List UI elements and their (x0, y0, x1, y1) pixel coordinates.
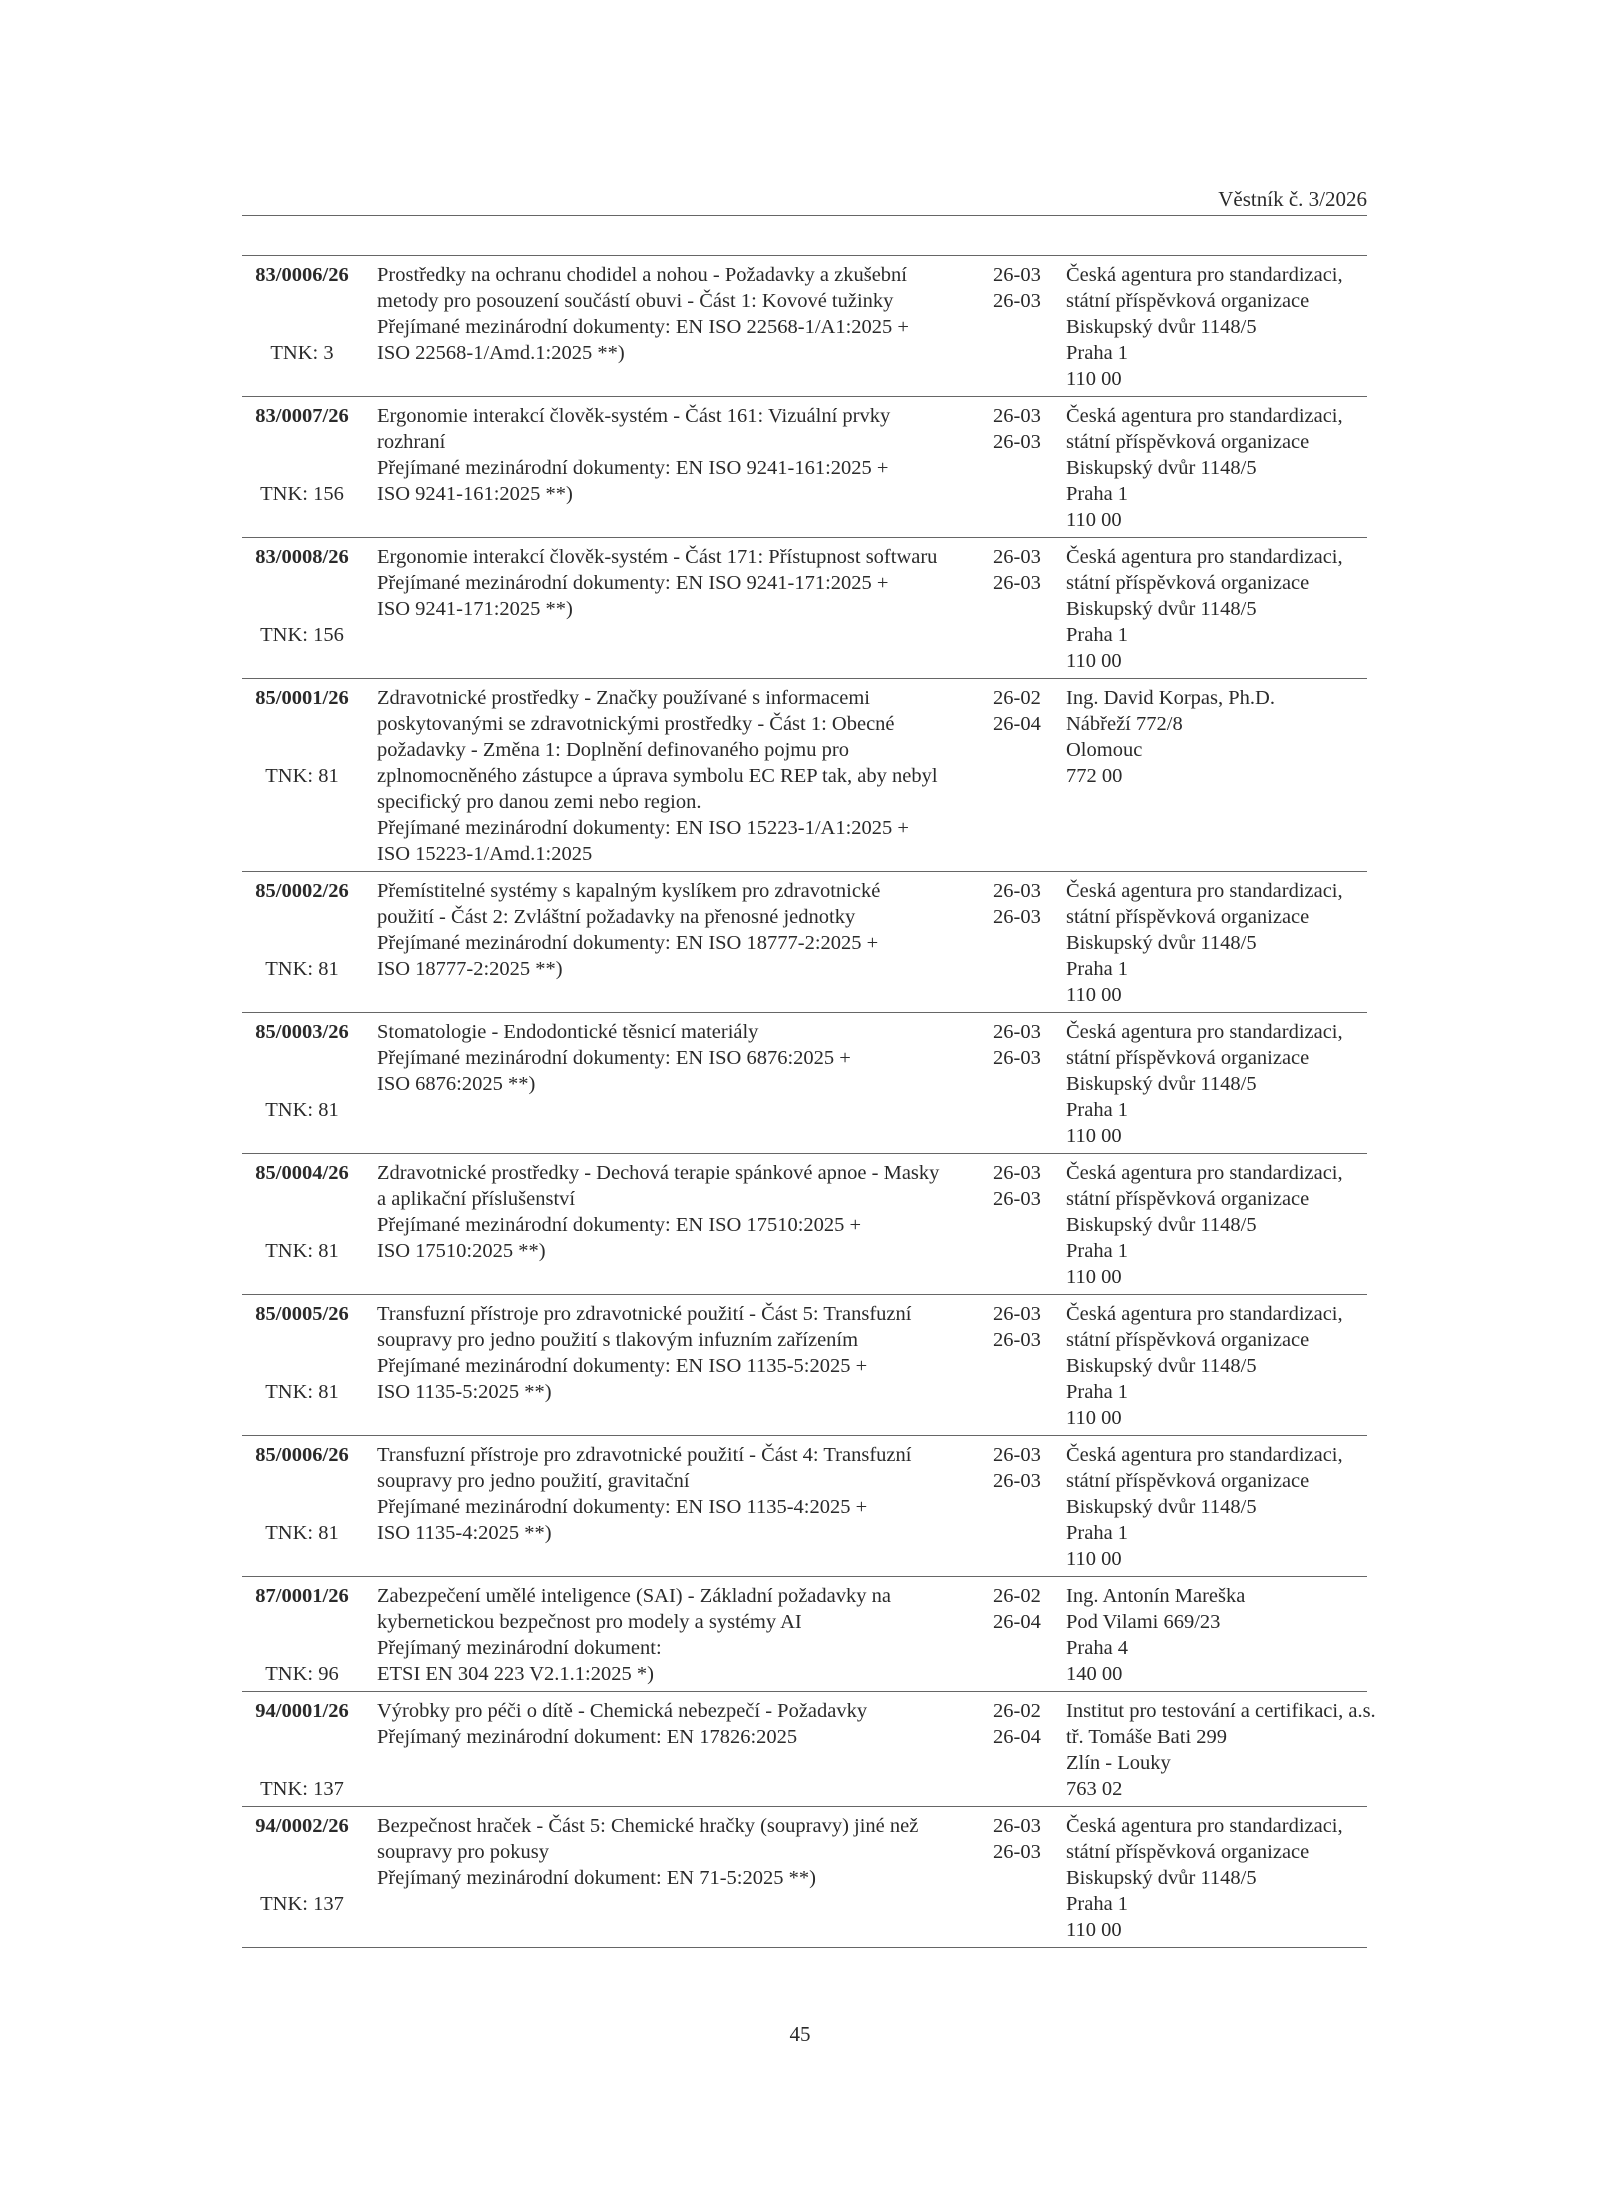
standard-id-cell (242, 1442, 362, 1572)
description-cell (377, 878, 880, 982)
description-line: Ergonomie interakcí člověk-systém - Část 171: Přístupnost softwaru (377, 546, 938, 568)
address-line: Institut pro testování a certifikaci, a.s. (1066, 1700, 1376, 1722)
standard-id-cell (242, 685, 362, 867)
table-row (242, 1577, 1367, 1692)
address-line: 110 00 (1066, 1266, 1122, 1288)
date-value: 26-03 (993, 572, 1041, 594)
address-line: 110 00 (1066, 1407, 1122, 1429)
standard-number: 83/0007/26 (255, 405, 349, 427)
address-line: Biskupský dvůr 1148/5 (1066, 1496, 1257, 1518)
spacer (242, 1546, 362, 1572)
address-line: Praha 1 (1066, 342, 1129, 364)
spacer (242, 1123, 362, 1149)
table-row (242, 1692, 1376, 1807)
spacer (242, 314, 362, 340)
address-line: 140 00 (1066, 1663, 1123, 1685)
address-line: Česká agentura pro standardizaci, (1066, 1444, 1343, 1466)
spacer (242, 1405, 362, 1431)
tnk-label: TNK: 81 (265, 1522, 339, 1544)
table-row (242, 872, 1367, 1013)
standard-id-cell (242, 262, 362, 392)
description-line: poskytovanými se zdravotnickými prostředky - Část 1: Obecné (377, 713, 895, 735)
date-value: 26-03 (993, 906, 1041, 928)
standard-id-cell (242, 1583, 362, 1687)
description-cell (377, 1583, 891, 1687)
description-cell (377, 1019, 851, 1097)
description-line: Přejímané mezinárodní dokumenty: EN ISO 1135-5:2025 + (377, 1355, 868, 1377)
date-value: 26-04 (993, 1611, 1041, 1633)
processor-address-cell (1066, 878, 1343, 1008)
description-cell (377, 1813, 918, 1891)
standard-id-cell (242, 878, 362, 1008)
spacer (242, 1635, 362, 1661)
description-line: ETSI EN 304 223 V2.1.1:2025 *) (377, 1663, 654, 1685)
address-line: Biskupský dvůr 1148/5 (1066, 1073, 1257, 1095)
dates-cell (993, 1160, 1041, 1212)
date-value: 26-03 (993, 1047, 1041, 1069)
tnk-label: TNK: 81 (265, 1240, 339, 1262)
standard-number: 85/0002/26 (255, 880, 349, 902)
description-line: ISO 17510:2025 **) (377, 1240, 546, 1262)
description-cell (377, 1698, 867, 1750)
table-row (242, 256, 1367, 397)
address-line: Biskupský dvůr 1148/5 (1066, 1214, 1257, 1236)
description-line: ISO 22568-1/Amd.1:2025 **) (377, 342, 625, 364)
address-line: 110 00 (1066, 1919, 1122, 1941)
spacer (242, 1865, 362, 1891)
tnk-label: TNK: 156 (260, 483, 344, 505)
address-line: Česká agentura pro standardizaci, (1066, 546, 1343, 568)
date-value: 26-03 (993, 1021, 1041, 1043)
description-line: Transfuzní přístroje pro zdravotnické použití - Část 5: Transfuzní (377, 1303, 912, 1325)
description-line: Zabezpečení umělé inteligence (SAI) - Základní požadavky na (377, 1585, 891, 1607)
spacer (242, 789, 362, 815)
address-line: Praha 1 (1066, 1522, 1129, 1544)
standard-id-cell (242, 1301, 362, 1431)
spacer (242, 815, 362, 841)
dates-cell (993, 685, 1041, 737)
processor-address-cell (1066, 1442, 1343, 1572)
address-line: 110 00 (1066, 509, 1122, 531)
date-value: 26-03 (993, 1188, 1041, 1210)
address-line: 763 02 (1066, 1778, 1123, 1800)
tnk-label: TNK: 81 (265, 765, 339, 787)
spacer (242, 366, 362, 392)
address-line: Biskupský dvůr 1148/5 (1066, 1355, 1257, 1377)
description-line: Přejímané mezinárodní dokumenty: EN ISO 9241-161:2025 + (377, 457, 889, 479)
spacer (242, 1327, 362, 1353)
address-line: Praha 1 (1066, 1893, 1129, 1915)
description-line: kybernetickou bezpečnost pro modely a systémy AI (377, 1611, 802, 1633)
standard-number: 85/0004/26 (255, 1162, 349, 1184)
standard-id-cell (242, 1813, 362, 1943)
date-value: 26-03 (993, 1303, 1041, 1325)
spacer (242, 711, 362, 737)
date-value: 26-03 (993, 264, 1041, 286)
description-line: soupravy pro pokusy (377, 1841, 549, 1863)
address-line: státní příspěvková organizace (1066, 431, 1310, 453)
description-line: použití - Část 2: Zvláštní požadavky na přenosné jednotky (377, 906, 856, 928)
address-line: Praha 1 (1066, 624, 1129, 646)
processor-address-cell (1066, 262, 1343, 392)
description-cell (377, 1160, 939, 1264)
description-line: Přejímaný mezinárodní dokument: EN 71-5:2025 **) (377, 1867, 816, 1889)
description-line: Přemístitelné systémy s kapalným kyslíkem pro zdravotnické (377, 880, 881, 902)
dates-cell (993, 544, 1041, 596)
address-line: 110 00 (1066, 1548, 1122, 1570)
address-line: Praha 1 (1066, 1381, 1129, 1403)
description-line: Ergonomie interakcí člověk-systém - Část 161: Vizuální prvky (377, 405, 891, 427)
date-value: 26-03 (993, 1329, 1041, 1351)
address-line: Česká agentura pro standardizaci, (1066, 1162, 1343, 1184)
description-line: ISO 1135-4:2025 **) (377, 1522, 552, 1544)
spacer (242, 737, 362, 763)
dates-cell (993, 1813, 1041, 1865)
date-value: 26-03 (993, 880, 1041, 902)
page-number: 45 (789, 2022, 811, 2046)
spacer (242, 507, 362, 533)
address-line: 110 00 (1066, 650, 1122, 672)
standard-number: 94/0001/26 (255, 1700, 349, 1722)
description-line: Přejímané mezinárodní dokumenty: EN ISO 17510:2025 + (377, 1214, 862, 1236)
standard-number: 87/0001/26 (255, 1585, 349, 1607)
table-row (242, 1013, 1367, 1154)
standard-number: 85/0003/26 (255, 1021, 349, 1043)
tnk-label: TNK: 156 (260, 624, 344, 646)
address-line: Ing. Antonín Mareška (1066, 1585, 1246, 1607)
address-line: Česká agentura pro standardizaci, (1066, 405, 1343, 427)
table-row (242, 538, 1367, 679)
description-line: soupravy pro jedno použití, gravitační (377, 1470, 690, 1492)
date-value: 26-02 (993, 1585, 1041, 1607)
address-line: státní příspěvková organizace (1066, 1329, 1310, 1351)
date-value: 26-03 (993, 1841, 1041, 1863)
dates-cell (993, 403, 1041, 455)
table-row (242, 1436, 1367, 1577)
spacer (242, 1212, 362, 1238)
date-value: 26-03 (993, 431, 1041, 453)
date-value: 26-02 (993, 687, 1041, 709)
spacer (242, 930, 362, 956)
spacer (242, 1917, 362, 1943)
standard-number: 83/0006/26 (255, 264, 349, 286)
description-line: Přejímané mezinárodní dokumenty: EN ISO 18777-2:2025 + (377, 932, 879, 954)
description-line: ISO 1135-5:2025 **) (377, 1381, 552, 1403)
dates-cell (993, 1442, 1041, 1494)
address-line: Biskupský dvůr 1148/5 (1066, 457, 1257, 479)
address-line: Biskupský dvůr 1148/5 (1066, 1867, 1257, 1889)
standard-number: 85/0001/26 (255, 687, 349, 709)
description-line: rozhraní (377, 431, 446, 453)
description-cell (377, 1442, 911, 1546)
description-cell (377, 262, 909, 366)
spacer (242, 1468, 362, 1494)
description-line: ISO 18777-2:2025 **) (377, 958, 563, 980)
description-cell (377, 544, 937, 622)
spacer (242, 1071, 362, 1097)
table-row (242, 397, 1367, 538)
address-line: Biskupský dvůr 1148/5 (1066, 932, 1257, 954)
standard-id-cell (242, 403, 362, 533)
spacer (242, 1264, 362, 1290)
address-line: Nábřeží 772/8 (1066, 713, 1183, 735)
address-line: 110 00 (1066, 1125, 1122, 1147)
description-line: Přejímané mezinárodní dokumenty: EN ISO 15223-1/A1:2025 + (377, 817, 909, 839)
address-line: Biskupský dvůr 1148/5 (1066, 316, 1257, 338)
table-row (242, 1154, 1367, 1295)
spacer (242, 982, 362, 1008)
description-line: zplnomocněného zástupce a úprava symbolu EC REP tak, aby nebyl (377, 765, 938, 787)
standard-number: 85/0005/26 (255, 1303, 349, 1325)
description-line: Přejímané mezinárodní dokumenty: EN ISO 1135-4:2025 + (377, 1496, 868, 1518)
address-line: Česká agentura pro standardizaci, (1066, 1815, 1343, 1837)
dates-cell (993, 878, 1041, 930)
spacer (242, 1045, 362, 1071)
address-line: státní příspěvková organizace (1066, 906, 1310, 928)
spacer (242, 570, 362, 596)
address-line: státní příspěvková organizace (1066, 1841, 1310, 1863)
description-cell (377, 685, 938, 867)
address-line: 110 00 (1066, 984, 1122, 1006)
date-value: 26-03 (993, 290, 1041, 312)
tnk-label: TNK: 137 (260, 1893, 344, 1915)
processor-address-cell (1066, 1019, 1343, 1149)
table-row (242, 1295, 1367, 1436)
address-line: Olomouc (1066, 739, 1143, 761)
spacer (242, 1494, 362, 1520)
tnk-label: TNK: 137 (260, 1778, 344, 1800)
standard-number: 85/0006/26 (255, 1444, 349, 1466)
spacer (242, 841, 362, 867)
address-line: Pod Vilami 669/23 (1066, 1611, 1221, 1633)
address-line: státní příspěvková organizace (1066, 290, 1310, 312)
tnk-label: TNK: 3 (270, 342, 334, 364)
date-value: 26-03 (993, 546, 1041, 568)
description-line: ISO 9241-171:2025 **) (377, 598, 573, 620)
processor-address-cell (1066, 403, 1343, 533)
dates-cell (993, 262, 1041, 314)
address-line: státní příspěvková organizace (1066, 1470, 1310, 1492)
dates-cell (993, 1019, 1041, 1071)
table-row (242, 679, 1367, 872)
date-value: 26-02 (993, 1700, 1041, 1722)
table-row (242, 1807, 1367, 1948)
description-cell (377, 403, 890, 507)
description-line: Přejímané mezinárodní dokumenty: EN ISO 9241-171:2025 + (377, 572, 889, 594)
spacer (242, 288, 362, 314)
address-line: Praha 1 (1066, 1240, 1129, 1262)
description-cell (377, 1301, 911, 1405)
address-line: státní příspěvková organizace (1066, 1188, 1310, 1210)
description-line: soupravy pro jedno použití s tlakovým infuzním zařízením (377, 1329, 859, 1351)
date-value: 26-03 (993, 1815, 1041, 1837)
address-line: Praha 1 (1066, 1099, 1129, 1121)
address-line: 110 00 (1066, 368, 1122, 390)
spacer (242, 429, 362, 455)
description-line: Zdravotnické prostředky - Značky používané s informacemi (377, 687, 870, 709)
standard-id-cell (242, 544, 362, 674)
standard-id-cell (242, 1019, 362, 1149)
spacer (242, 904, 362, 930)
address-line: Praha 1 (1066, 483, 1129, 505)
date-value: 26-03 (993, 1162, 1041, 1184)
tnk-label: TNK: 96 (265, 1663, 339, 1685)
processor-address-cell (1066, 1160, 1343, 1290)
address-line: Ing. David Korpas, Ph.D. (1066, 687, 1275, 709)
bulletin-header: Věstník č. 3/2026 (1218, 187, 1367, 211)
description-line: Přejímaný mezinárodní dokument: (377, 1637, 662, 1659)
dates-cell (993, 1698, 1041, 1750)
spacer (242, 1750, 362, 1776)
tnk-label: TNK: 81 (265, 1099, 339, 1121)
address-line: státní příspěvková organizace (1066, 1047, 1310, 1069)
description-line: Transfuzní přístroje pro zdravotnické použití - Část 4: Transfuzní (377, 1444, 912, 1466)
description-line: ISO 9241-161:2025 **) (377, 483, 573, 505)
description-line: metody pro posouzení součástí obuvi - Část 1: Kovové tužinky (377, 290, 894, 312)
address-line: státní příspěvková organizace (1066, 572, 1310, 594)
address-line: Zlín - Louky (1066, 1752, 1171, 1774)
address-line: Praha 1 (1066, 958, 1129, 980)
address-line: Česká agentura pro standardizaci, (1066, 1303, 1343, 1325)
address-line: 772 00 (1066, 765, 1123, 787)
date-value: 26-04 (993, 713, 1041, 735)
tnk-label: TNK: 81 (265, 1381, 339, 1403)
standard-number: 94/0002/26 (255, 1815, 349, 1837)
date-value: 26-04 (993, 1726, 1041, 1748)
header-rule (242, 215, 1367, 216)
address-line: Česká agentura pro standardizaci, (1066, 264, 1343, 286)
description-line: Přejímané mezinárodní dokumenty: EN ISO 6876:2025 + (377, 1047, 851, 1069)
dates-cell (993, 1583, 1041, 1635)
date-value: 26-03 (993, 1470, 1041, 1492)
date-value: 26-03 (993, 1444, 1041, 1466)
description-line: ISO 15223-1/Amd.1:2025 (377, 843, 593, 865)
description-line: specifický pro danou zemi nebo region. (377, 791, 702, 813)
address-line: Biskupský dvůr 1148/5 (1066, 598, 1257, 620)
processor-address-cell (1066, 1583, 1245, 1687)
description-line: Bezpečnost hraček - Část 5: Chemické hračky (soupravy) jiné než (377, 1815, 919, 1837)
description-line: Prostředky na ochranu chodidel a nohou - Požadavky a zkušební (377, 264, 908, 286)
tnk-label: TNK: 81 (265, 958, 339, 980)
description-line: Výrobky pro péči o dítě - Chemická nebezpečí - Požadavky (377, 1700, 868, 1722)
spacer (242, 648, 362, 674)
processor-address-cell (1066, 544, 1343, 674)
address-line: Praha 4 (1066, 1637, 1129, 1659)
spacer (242, 455, 362, 481)
spacer (242, 1609, 362, 1635)
description-line: požadavky - Změna 1: Doplnění definovaného pojmu pro (377, 739, 849, 761)
dates-cell (993, 1301, 1041, 1353)
description-line: Přejímaný mezinárodní dokument: EN 17826:2025 (377, 1726, 798, 1748)
address-line: Česká agentura pro standardizaci, (1066, 880, 1343, 902)
processor-address-cell (1066, 1301, 1343, 1431)
description-line: Přejímané mezinárodní dokumenty: EN ISO 22568-1/A1:2025 + (377, 316, 909, 338)
spacer (242, 1724, 362, 1750)
spacer (242, 596, 362, 622)
description-line: ISO 6876:2025 **) (377, 1073, 536, 1095)
description-line: a aplikační příslušenství (377, 1188, 576, 1210)
spacer (242, 1186, 362, 1212)
processor-address-cell (1066, 1813, 1343, 1943)
spacer (242, 1839, 362, 1865)
processor-address-cell (1066, 685, 1275, 789)
standards-table (242, 255, 1376, 1948)
spacer (242, 1353, 362, 1379)
standard-number: 83/0008/26 (255, 546, 349, 568)
address-line: Česká agentura pro standardizaci, (1066, 1021, 1343, 1043)
date-value: 26-03 (993, 405, 1041, 427)
description-line: Zdravotnické prostředky - Dechová terapie spánkové apnoe - Masky (377, 1162, 940, 1184)
description-line: Stomatologie - Endodontické těsnicí materiály (377, 1021, 759, 1043)
processor-address-cell (1066, 1698, 1376, 1802)
address-line: tř. Tomáše Bati 299 (1066, 1726, 1228, 1748)
standard-id-cell (242, 1698, 362, 1802)
standard-id-cell (242, 1160, 362, 1290)
